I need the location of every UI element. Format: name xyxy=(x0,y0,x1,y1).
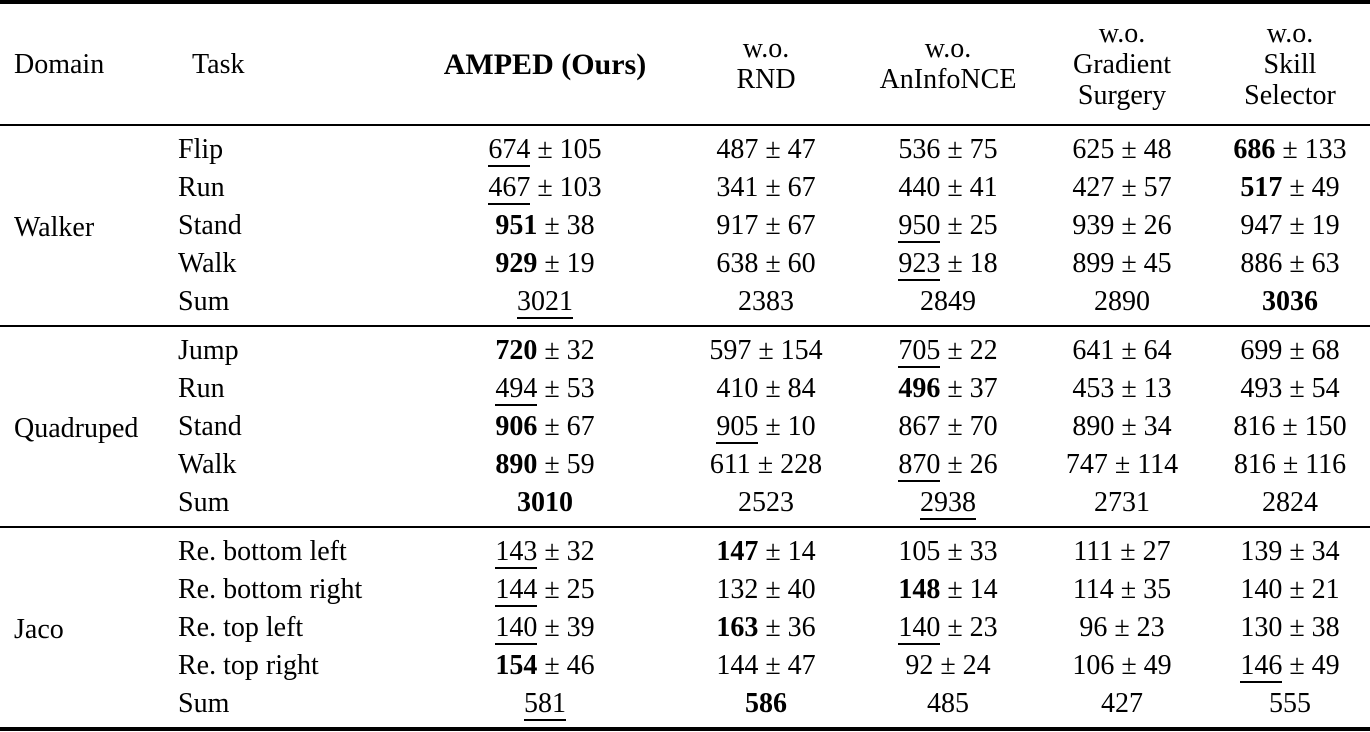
score-value: 951 xyxy=(495,210,538,241)
sum-value: 586 xyxy=(745,688,787,719)
score-value: 148 xyxy=(898,574,941,605)
header-wo-aninfonce xyxy=(862,2,1034,125)
score-value: 96 xyxy=(1079,612,1108,643)
table-row xyxy=(0,207,1370,245)
score-cell xyxy=(670,647,862,685)
score-cell xyxy=(862,169,1034,207)
task-label: Run xyxy=(178,373,225,404)
score-value: 144 xyxy=(495,574,538,605)
score-error: ± 116 xyxy=(1282,449,1347,480)
score-error: ± 23 xyxy=(1114,612,1165,643)
score-cell xyxy=(420,408,670,446)
score-cell xyxy=(862,446,1034,484)
score-cell xyxy=(862,527,1034,571)
score-error: ± 70 xyxy=(947,411,998,442)
score-cell xyxy=(1034,207,1210,245)
score-cell xyxy=(1210,484,1370,527)
score-error: ± 228 xyxy=(757,449,823,480)
score-error: ± 25 xyxy=(544,574,595,605)
score-cell xyxy=(862,326,1034,370)
score-value: 496 xyxy=(898,373,941,404)
score-cell xyxy=(862,283,1034,326)
score-error: ± 49 xyxy=(1289,172,1340,203)
score-cell xyxy=(1034,609,1210,647)
score-cell xyxy=(670,125,862,169)
task-label: Stand xyxy=(178,411,242,442)
score-error: ± 49 xyxy=(1121,650,1172,681)
score-error: ± 67 xyxy=(544,411,595,442)
score-error: ± 75 xyxy=(947,134,998,165)
score-cell xyxy=(420,571,670,609)
header-row xyxy=(0,2,1370,125)
sum-value: 2890 xyxy=(1094,286,1150,317)
score-value: 154 xyxy=(495,650,538,681)
score-cell xyxy=(670,527,862,571)
score-error: ± 19 xyxy=(1289,210,1340,241)
score-cell xyxy=(862,609,1034,647)
score-error: ± 40 xyxy=(765,574,816,605)
score-value: 487 xyxy=(716,134,759,165)
score-cell xyxy=(1034,370,1210,408)
score-value: 440 xyxy=(898,172,941,203)
score-value: 144 xyxy=(716,650,759,681)
score-cell xyxy=(670,283,862,326)
score-error: ± 13 xyxy=(1121,373,1172,404)
score-cell xyxy=(420,169,670,207)
task-label: Sum xyxy=(178,487,230,518)
task-label: Sum xyxy=(178,688,230,719)
score-error: ± 25 xyxy=(947,210,998,241)
score-value: 947 xyxy=(1240,210,1283,241)
score-cell xyxy=(420,326,670,370)
score-error: ± 14 xyxy=(947,574,998,605)
score-value: 410 xyxy=(716,373,759,404)
score-cell xyxy=(862,484,1034,527)
sum-value: 2383 xyxy=(738,286,794,317)
score-value: 140 xyxy=(1240,574,1283,605)
table-row-sum xyxy=(0,283,1370,326)
score-cell xyxy=(1210,370,1370,408)
table-row xyxy=(0,647,1370,685)
header-line: Selector xyxy=(1244,79,1336,111)
score-cell xyxy=(420,446,670,484)
score-error: ± 23 xyxy=(947,612,998,643)
score-value: 867 xyxy=(898,411,941,442)
score-error: ± 10 xyxy=(765,411,816,442)
table-row xyxy=(0,326,1370,370)
score-cell xyxy=(1034,283,1210,326)
score-error: ± 48 xyxy=(1121,134,1172,165)
score-value: 638 xyxy=(716,248,759,279)
score-cell xyxy=(1210,408,1370,446)
table-row-sum xyxy=(0,484,1370,527)
score-cell xyxy=(1210,207,1370,245)
score-error: ± 47 xyxy=(765,134,816,165)
task-label: Re. top left xyxy=(178,612,304,643)
score-value: 143 xyxy=(495,536,538,567)
score-cell xyxy=(1210,169,1370,207)
table-row xyxy=(0,245,1370,283)
table-row xyxy=(0,125,1370,169)
header-domain: Domain xyxy=(0,2,178,125)
header-line: w.o. xyxy=(924,33,972,64)
score-cell xyxy=(862,408,1034,446)
sum-value: 2938 xyxy=(920,487,976,518)
score-value: 674 xyxy=(488,134,531,165)
score-error: ± 32 xyxy=(544,536,595,567)
score-cell xyxy=(1034,685,1210,729)
score-cell xyxy=(420,370,670,408)
table-row xyxy=(0,370,1370,408)
domain-group-walker xyxy=(0,125,1370,326)
sum-value: 555 xyxy=(1269,688,1311,719)
score-error: ± 60 xyxy=(765,248,816,279)
score-value: 163 xyxy=(716,612,759,643)
task-label: Sum xyxy=(178,286,230,317)
table-row xyxy=(0,408,1370,446)
header-wo-gradient-surgery xyxy=(1034,2,1210,125)
task-label: Re. top right xyxy=(178,650,319,681)
score-value: 899 xyxy=(1072,248,1115,279)
domain-group-jaco xyxy=(0,527,1370,729)
score-value: 517 xyxy=(1240,172,1283,203)
score-cell xyxy=(420,484,670,527)
score-cell xyxy=(420,125,670,169)
domain-label: Jaco xyxy=(14,614,64,645)
score-error: ± 105 xyxy=(537,134,602,165)
score-cell xyxy=(1210,609,1370,647)
score-error: ± 133 xyxy=(1282,134,1347,165)
score-error: ± 54 xyxy=(1289,373,1340,404)
score-cell xyxy=(1034,446,1210,484)
score-cell xyxy=(1034,169,1210,207)
score-value: 139 xyxy=(1240,536,1283,567)
score-value: 140 xyxy=(495,612,538,643)
sum-value: 427 xyxy=(1101,688,1143,719)
sum-value: 3021 xyxy=(517,286,573,317)
score-error: ± 63 xyxy=(1289,248,1340,279)
score-value: 467 xyxy=(488,172,531,203)
score-error: ± 84 xyxy=(765,373,816,404)
header-line: w.o. xyxy=(742,33,790,64)
score-error: ± 22 xyxy=(947,335,998,366)
score-value: 146 xyxy=(1240,650,1283,681)
score-cell xyxy=(862,571,1034,609)
score-value: 686 xyxy=(1233,134,1276,165)
score-error: ± 32 xyxy=(544,335,595,366)
score-value: 105 xyxy=(898,536,941,567)
score-value: 890 xyxy=(495,449,538,480)
score-error: ± 36 xyxy=(765,612,816,643)
score-error: ± 39 xyxy=(544,612,595,643)
table-row-sum xyxy=(0,685,1370,729)
score-error: ± 154 xyxy=(758,335,823,366)
sum-value: 2523 xyxy=(738,487,794,518)
score-value: 870 xyxy=(898,449,941,480)
sum-value: 2731 xyxy=(1094,487,1150,518)
task-label: Re. bottom right xyxy=(178,574,363,605)
score-cell xyxy=(1210,571,1370,609)
score-value: 816 xyxy=(1233,449,1276,480)
score-cell xyxy=(670,207,862,245)
score-error: ± 41 xyxy=(947,172,998,203)
task-label: Jump xyxy=(178,335,239,366)
score-value: 699 xyxy=(1240,335,1283,366)
task-label: Re. bottom left xyxy=(178,536,347,567)
task-label: Flip xyxy=(178,134,224,165)
score-error: ± 67 xyxy=(765,172,816,203)
score-cell xyxy=(1034,647,1210,685)
score-cell xyxy=(670,571,862,609)
table-row xyxy=(0,571,1370,609)
score-cell xyxy=(1034,125,1210,169)
score-cell xyxy=(1034,484,1210,527)
score-value: 132 xyxy=(716,574,759,605)
score-cell xyxy=(670,446,862,484)
score-cell xyxy=(670,685,862,729)
header-line: w.o. xyxy=(1266,17,1314,49)
score-cell xyxy=(420,609,670,647)
score-value: 494 xyxy=(495,373,538,404)
score-error: ± 19 xyxy=(544,248,595,279)
sum-value: 3010 xyxy=(517,487,573,518)
score-error: ± 38 xyxy=(544,210,595,241)
domain-label: Walker xyxy=(14,212,95,243)
score-error: ± 21 xyxy=(1289,574,1340,605)
score-value: 720 xyxy=(495,335,538,366)
score-cell xyxy=(670,609,862,647)
score-cell xyxy=(670,245,862,283)
score-value: 950 xyxy=(898,210,941,241)
score-error: ± 45 xyxy=(1121,248,1172,279)
score-cell xyxy=(862,207,1034,245)
score-value: 536 xyxy=(898,134,941,165)
score-error: ± 26 xyxy=(1121,210,1172,241)
table-row xyxy=(0,609,1370,647)
sum-value: 2824 xyxy=(1262,487,1318,518)
header-line: Gradient xyxy=(1073,48,1171,80)
score-error: ± 64 xyxy=(1121,335,1172,366)
score-cell xyxy=(1034,527,1210,571)
score-error: ± 68 xyxy=(1289,335,1340,366)
task-label: Walk xyxy=(178,449,237,480)
table-row xyxy=(0,169,1370,207)
score-value: 816 xyxy=(1233,411,1276,442)
score-cell xyxy=(670,370,862,408)
score-cell xyxy=(1034,571,1210,609)
score-cell xyxy=(1034,245,1210,283)
sum-value: 3036 xyxy=(1262,286,1318,317)
score-value: 114 xyxy=(1072,574,1114,605)
score-cell xyxy=(1210,245,1370,283)
header-wo-rnd xyxy=(670,2,862,125)
score-value: 939 xyxy=(1072,210,1115,241)
task-label: Stand xyxy=(178,210,242,241)
score-value: 106 xyxy=(1072,650,1115,681)
score-cell xyxy=(1210,125,1370,169)
score-value: 427 xyxy=(1072,172,1115,203)
header-line: w.o. xyxy=(1098,17,1146,49)
score-cell xyxy=(862,125,1034,169)
task-label: Run xyxy=(178,172,225,203)
score-value: 147 xyxy=(716,536,759,567)
score-value: 453 xyxy=(1072,373,1115,404)
score-error: ± 59 xyxy=(544,449,595,480)
header-line: Skill xyxy=(1263,48,1317,80)
score-cell xyxy=(420,283,670,326)
score-cell xyxy=(862,647,1034,685)
score-error: ± 47 xyxy=(765,650,816,681)
score-error: ± 26 xyxy=(947,449,998,480)
score-cell xyxy=(420,245,670,283)
score-error: ± 33 xyxy=(947,536,998,567)
table-row xyxy=(0,446,1370,484)
score-error: ± 35 xyxy=(1120,574,1172,605)
header-wo-skill-selector xyxy=(1210,2,1370,125)
table-header xyxy=(0,2,1370,125)
task-label: Walk xyxy=(178,248,237,279)
score-value: 130 xyxy=(1240,612,1283,643)
score-value: 747 xyxy=(1065,449,1108,480)
score-value: 705 xyxy=(898,335,941,366)
score-cell xyxy=(1210,527,1370,571)
score-value: 625 xyxy=(1072,134,1115,165)
score-error: ± 103 xyxy=(537,172,602,203)
score-cell xyxy=(670,326,862,370)
sum-value: 581 xyxy=(524,688,566,719)
sum-value: 485 xyxy=(927,688,969,719)
header-line: RND xyxy=(736,64,796,95)
domain-label: Quadruped xyxy=(14,413,139,444)
domain-group-quadruped xyxy=(0,326,1370,527)
score-cell xyxy=(420,685,670,729)
score-value: 929 xyxy=(495,248,538,279)
score-error: ± 24 xyxy=(940,650,991,681)
score-cell xyxy=(862,685,1034,729)
score-cell xyxy=(670,484,862,527)
score-value: 917 xyxy=(716,210,759,241)
score-value: 597 xyxy=(709,335,752,366)
score-value: 92 xyxy=(905,650,934,681)
score-error: ± 67 xyxy=(765,210,816,241)
score-value: 886 xyxy=(1240,248,1283,279)
score-cell xyxy=(1034,326,1210,370)
score-cell xyxy=(1210,446,1370,484)
table-row xyxy=(0,527,1370,571)
score-cell xyxy=(1210,283,1370,326)
score-value: 493 xyxy=(1240,373,1283,404)
score-value: 611 xyxy=(709,449,751,480)
score-cell xyxy=(1210,326,1370,370)
score-error: ± 18 xyxy=(947,248,998,279)
score-value: 341 xyxy=(716,172,759,203)
score-value: 890 xyxy=(1072,411,1115,442)
score-cell xyxy=(1034,408,1210,446)
score-cell xyxy=(420,647,670,685)
score-cell xyxy=(862,245,1034,283)
score-cell xyxy=(670,408,862,446)
score-cell xyxy=(862,370,1034,408)
header-line: AnInfoNCE xyxy=(879,64,1017,95)
score-value: 641 xyxy=(1072,335,1115,366)
score-error: ± 53 xyxy=(544,373,595,404)
score-value: 923 xyxy=(898,248,941,279)
score-cell xyxy=(670,169,862,207)
score-cell xyxy=(420,207,670,245)
score-error: ± 37 xyxy=(947,373,998,404)
score-error: ± 34 xyxy=(1121,411,1172,442)
header-task: Task xyxy=(178,2,420,125)
sum-value: 2849 xyxy=(920,286,976,317)
score-value: 111 xyxy=(1073,536,1114,567)
score-cell xyxy=(1210,685,1370,729)
score-value: 140 xyxy=(898,612,941,643)
header-amped: AMPED (Ours) xyxy=(420,2,670,125)
score-error: ± 57 xyxy=(1121,172,1172,203)
score-cell xyxy=(420,527,670,571)
score-error: ± 150 xyxy=(1282,411,1347,442)
score-value: 905 xyxy=(716,411,759,442)
score-error: ± 34 xyxy=(1289,536,1340,567)
score-error: ± 49 xyxy=(1289,650,1340,681)
score-error: ± 14 xyxy=(765,536,816,567)
score-error: ± 27 xyxy=(1120,536,1171,567)
score-cell xyxy=(1210,647,1370,685)
header-line: Surgery xyxy=(1077,79,1167,111)
score-error: ± 38 xyxy=(1289,612,1340,643)
score-error: ± 46 xyxy=(544,650,595,681)
score-error: ± 114 xyxy=(1114,449,1179,480)
score-value: 906 xyxy=(495,411,538,442)
